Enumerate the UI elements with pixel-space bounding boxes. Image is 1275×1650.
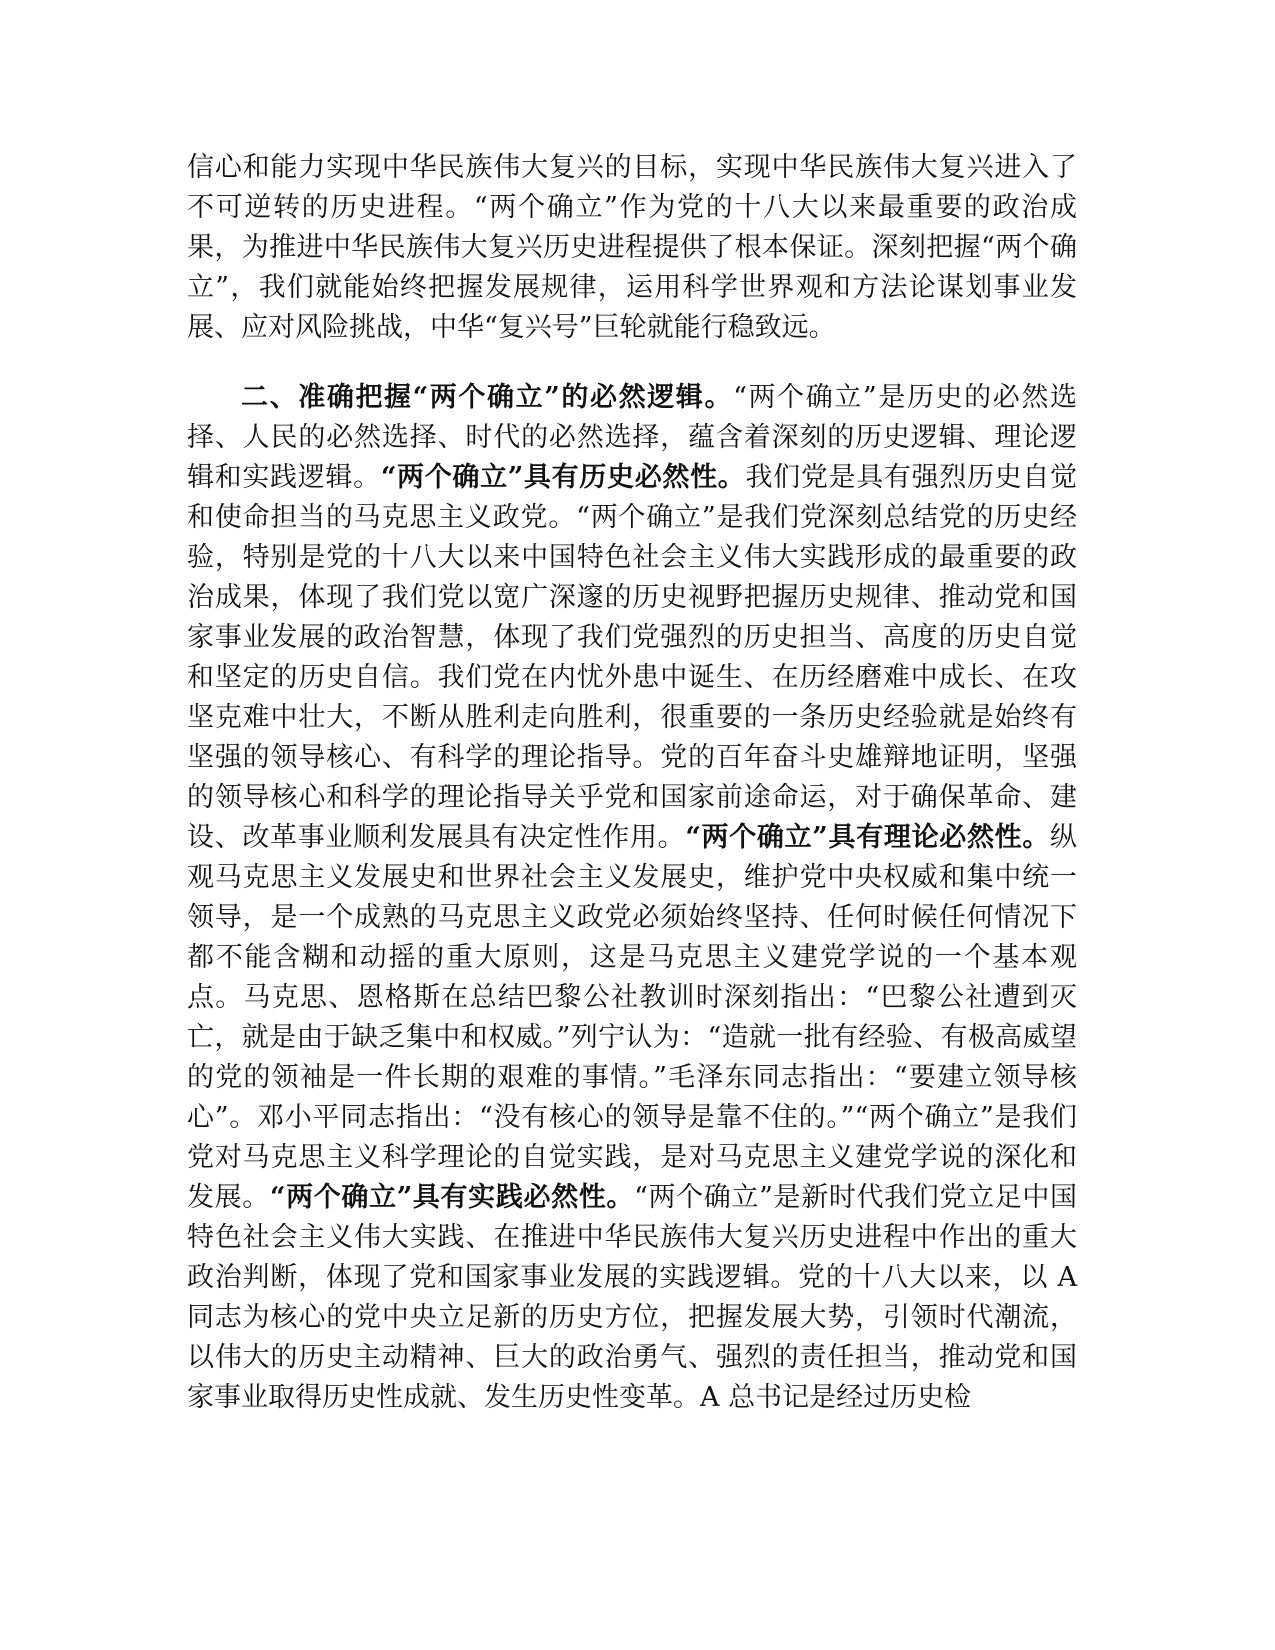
theoretical-necessity-heading: “两个确立”具有理论必然性。: [685, 822, 1051, 853]
section-heading: 二、准确把握“两个确立”的必然逻辑。: [241, 382, 734, 413]
historical-necessity-heading: “两个确立”具有历史必然性。: [380, 462, 746, 493]
body-paragraph-1: [187, 148, 1077, 348]
practical-necessity-text: “两个确立”是新时代我们党立足中国特色社会主义伟大实践、在推进中华民族伟大复兴历史进程中作出的重大政治判断，体现了党和国家事业发展的实践逻辑。党的十八大以来，以 A 同志为核心的党中央立足新的历史方位，把握发展大势，引领时代潮流，以伟大的历史主动精神、巨大的政治勇气、强烈的责任担当，推动党和国家事业取得历史性成就、发生历史性变革。A 总书记是经过历史检: [187, 1182, 1078, 1413]
theoretical-necessity-text: 纵观马克思主义发展史和世界社会主义发展史，维护党中央权威和集中统一领导，是一个成熟的马克思主义政党必须始终坚持、任何时候任何情况下都不能含糊和动摇的重大原则，这是马克思主义建党学说的一个基本观点。马克思、恩格斯在总结巴黎公社教训时深刻指出：“巴黎公社遭到灭亡，就是由于缺乏集中和权威。”列宁认为：“造就一批有经验、有极高威望的党的领袖是一件长期的艰难的事情。”毛泽东同志指出：“要建立领导核心”。邓小平同志指出：“没有核心的领导是靠不住的。”“两个确立”是我们党对马克思主义科学理论的自觉实践，是对马克思主义建党学说的深化和发展。: [187, 822, 1078, 1213]
body-paragraph-2: [187, 378, 1077, 1418]
paragraph-text: 信心和能力实现中华民族伟大复兴的目标，实现中华民族伟大复兴进入了不可逆转的历史进程。“两个确立”作为党的十八大以来最重要的政治成果，为推进中华民族伟大复兴历史进程提供了根本保证。深刻把握“两个确立”，我们就能始终把握发展规律，运用科学世界观和方法论谋划事业发展、应对风险挑战，中华“复兴号”巨轮就能行稳致远。: [187, 152, 1077, 343]
historical-necessity-text: 我们党是具有强烈历史自觉和使命担当的马克思主义政党。“两个确立”是我们党深刻总结党的历史经验，特别是党的十八大以来中国特色社会主义伟大实践形成的最重要的政治成果，体现了我们党以宽广深邃的历史视野把握历史规律、推动党和国家事业发展的政治智慧，体现了我们党强烈的历史担当、高度的历史自觉和坚定的历史自信。我们党在内忧外患中诞生、在历经磨难中成长、在攻坚克难中壮大，不断从胜利走向胜利，很重要的一条历史经验就是始终有坚强的领导核心、有科学的理论指导。党的百年奋斗史雄辩地证明，坚强的领导核心和科学的理论指导关乎党和国家前途命运，对于确保革命、建设、改革事业顺利发展具有决定性作用。: [187, 462, 1078, 853]
practical-necessity-heading: “两个确立”具有实践必然性。: [269, 1182, 635, 1213]
section-intro: “两个确立”是历史的必然选择、人民的必然选择、时代的必然选择，蕴含着深刻的历史逻辑、理论逻辑和实践逻辑。: [187, 382, 1077, 493]
paragraph-content: [187, 378, 1077, 1418]
